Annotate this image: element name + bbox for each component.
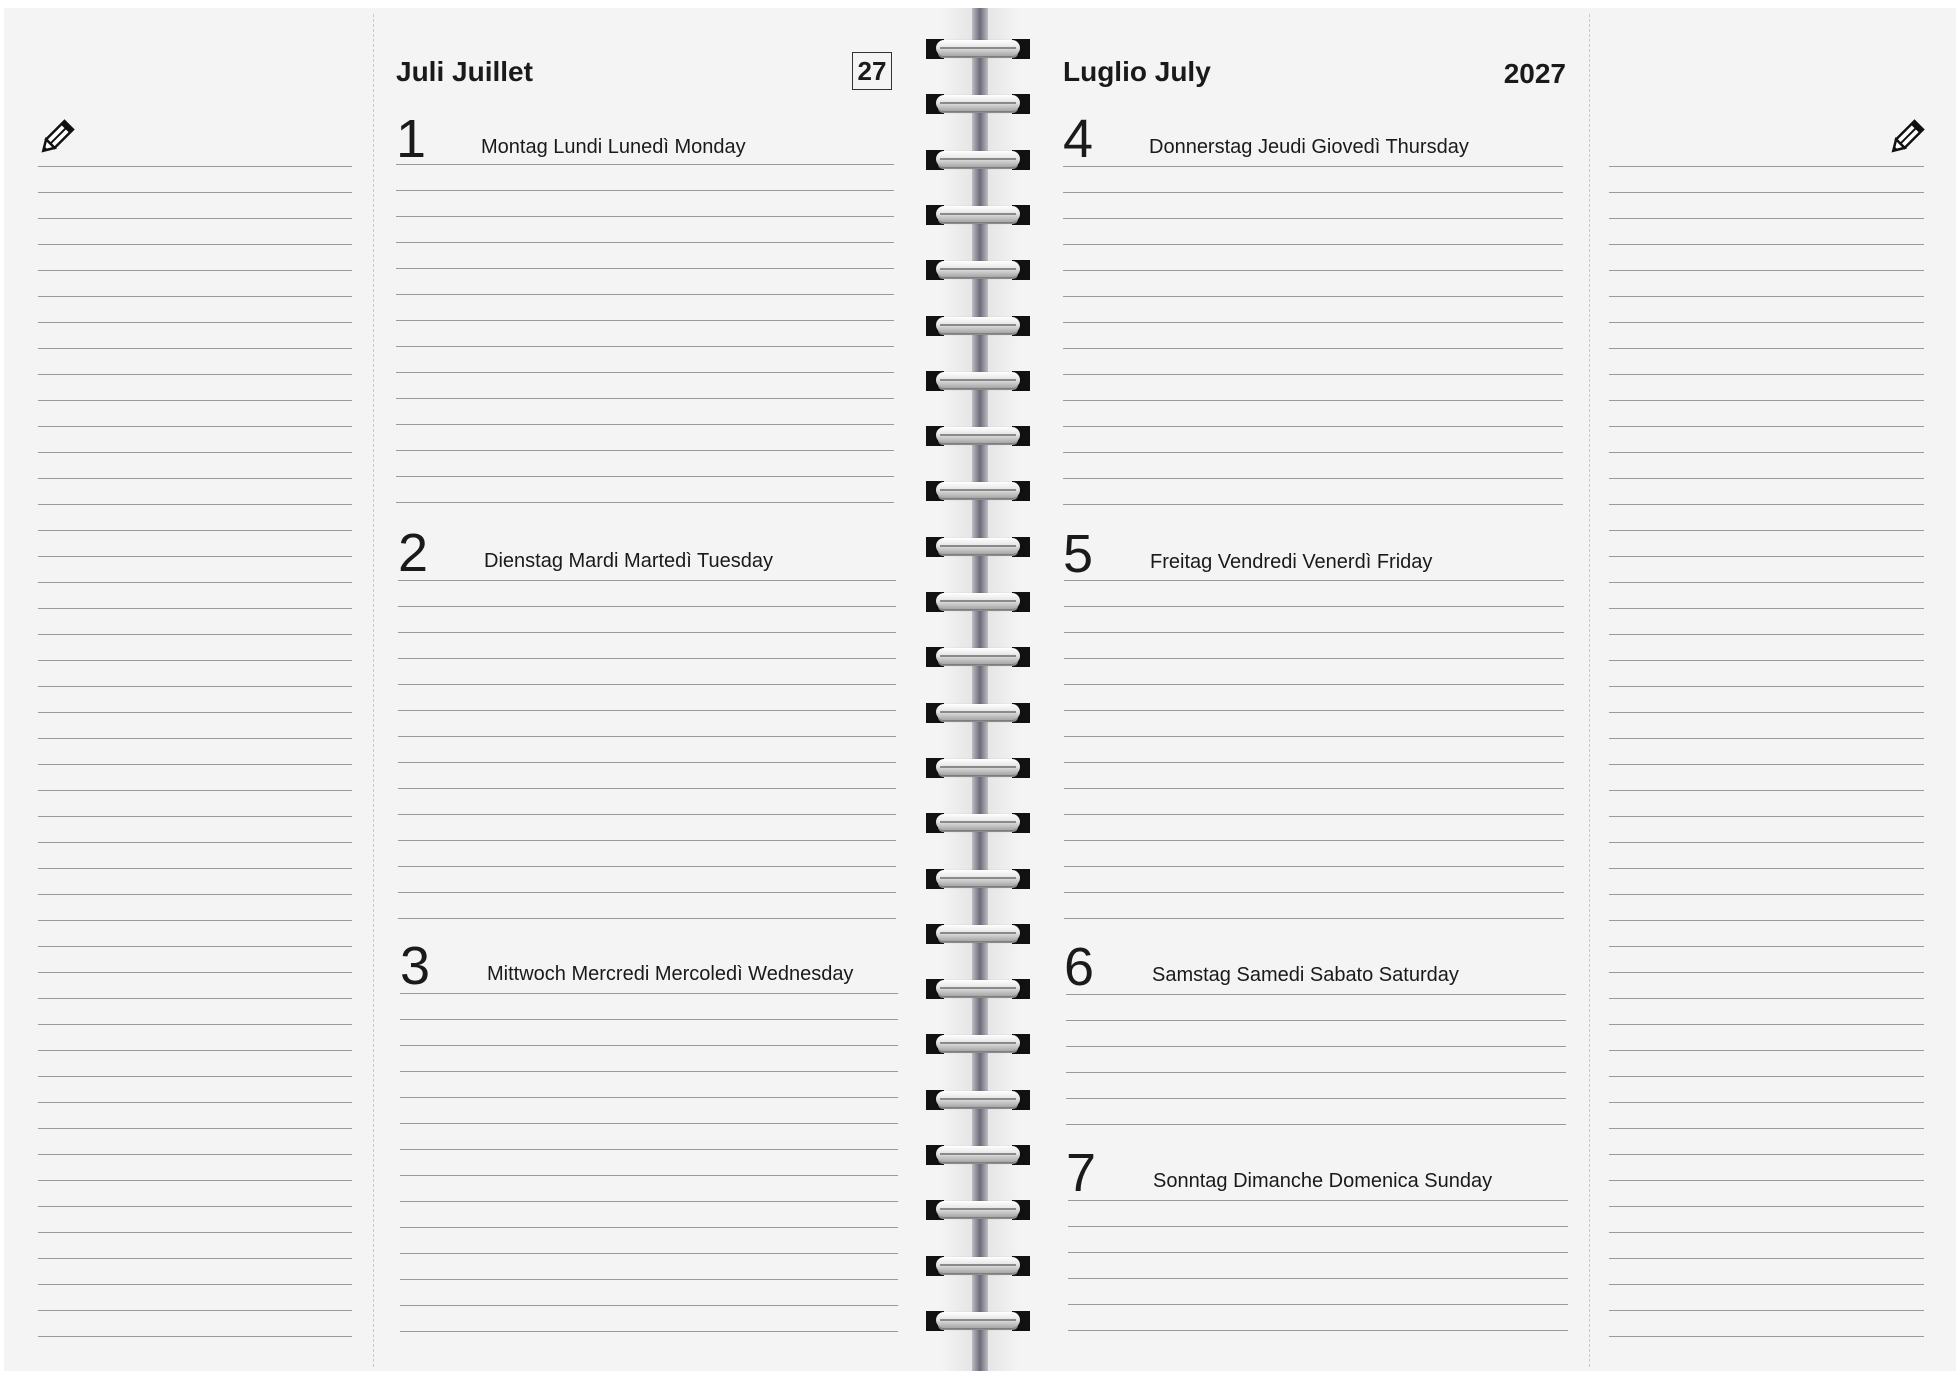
- spiral-coil: [926, 921, 1030, 947]
- spiral-coil: [926, 534, 1030, 560]
- note-line: [38, 1206, 352, 1207]
- note-line: [38, 400, 352, 401]
- day-line: [1063, 426, 1563, 427]
- spiral-coil: [926, 1197, 1030, 1223]
- day-line: [1063, 452, 1563, 453]
- note-line: [38, 192, 352, 193]
- day-line: [398, 606, 896, 607]
- week-number-badge: 27: [852, 52, 892, 90]
- spiral-coil: [926, 976, 1030, 1002]
- note-line: [38, 556, 352, 557]
- note-line: [1609, 1076, 1924, 1077]
- note-line: [38, 712, 352, 713]
- note-line: [38, 218, 352, 219]
- note-line: [38, 530, 352, 531]
- spiral-coil: [926, 755, 1030, 781]
- note-line: [38, 478, 352, 479]
- day-line: [400, 1149, 898, 1150]
- day-line: [400, 1045, 898, 1046]
- day-line: [396, 398, 894, 399]
- note-line: [1609, 374, 1924, 375]
- note-line: [1609, 634, 1924, 635]
- day-line: [1068, 1278, 1568, 1279]
- day-line: [1064, 736, 1564, 737]
- note-line: [1609, 1128, 1924, 1129]
- spiral-coil: [926, 147, 1030, 173]
- note-line: [1609, 816, 1924, 817]
- day-number: 3: [400, 936, 431, 996]
- note-line: [38, 296, 352, 297]
- note-line: [38, 1310, 352, 1311]
- note-line: [1609, 686, 1924, 687]
- day-line: [1063, 348, 1563, 349]
- spiral-coil: [926, 1031, 1030, 1057]
- spiral-coil: [926, 36, 1030, 62]
- month-title-left: Juli Juillet: [396, 56, 533, 87]
- day-line: [396, 346, 894, 347]
- note-line: [1609, 400, 1924, 401]
- day-line: [398, 840, 896, 841]
- note-line: [38, 166, 352, 167]
- left-page-fold: [373, 14, 374, 1367]
- spiral-coil: [926, 313, 1030, 339]
- day-number: 6: [1064, 937, 1095, 997]
- day-line: [1063, 504, 1563, 505]
- notes-column-left[interactable]: [38, 166, 352, 1336]
- day-line: [1063, 192, 1563, 193]
- day-line: [1063, 478, 1563, 479]
- note-line: [38, 1180, 352, 1181]
- day-line: [1063, 296, 1563, 297]
- note-line: [1609, 1232, 1924, 1233]
- note-line: [38, 894, 352, 895]
- note-line: [1609, 790, 1924, 791]
- day-line: [1064, 606, 1564, 607]
- note-line: [1609, 504, 1924, 505]
- day-line: [398, 918, 896, 919]
- note-line: [1609, 660, 1924, 661]
- day-line: [396, 450, 894, 451]
- day-line: [400, 1305, 898, 1306]
- day-line: [398, 866, 896, 867]
- note-line: [1609, 270, 1924, 271]
- day-line: [1063, 400, 1563, 401]
- note-line: [38, 634, 352, 635]
- note-line: [1609, 1180, 1924, 1181]
- day-line: [1064, 684, 1564, 685]
- note-line: [1609, 322, 1924, 323]
- note-line: [38, 374, 352, 375]
- note-line: [38, 660, 352, 661]
- note-line: [1609, 1154, 1924, 1155]
- day-number: 1: [396, 109, 427, 169]
- note-line: [1609, 1102, 1924, 1103]
- note-line: [1609, 1336, 1924, 1337]
- note-line: [1609, 1206, 1924, 1207]
- note-line: [1609, 608, 1924, 609]
- day-number: 7: [1066, 1143, 1097, 1203]
- note-line: [1609, 192, 1924, 193]
- note-line: [1609, 946, 1924, 947]
- day-line: [398, 788, 896, 789]
- day-number: 5: [1063, 524, 1094, 584]
- day-line: [1063, 166, 1563, 167]
- note-line: [38, 1284, 352, 1285]
- note-line: [38, 244, 352, 245]
- note-line: [1609, 972, 1924, 973]
- day-name: Donnerstag Jeudi Giovedì Thursday: [1149, 136, 1469, 158]
- day-line: [1064, 762, 1564, 763]
- day-line: [400, 1331, 898, 1332]
- note-line: [1609, 1024, 1924, 1025]
- day-line: [400, 1279, 898, 1280]
- day-name: Mittwoch Mercredi Mercoledì Wednesday: [487, 963, 854, 985]
- day-line: [398, 632, 896, 633]
- day-number: 4: [1063, 109, 1094, 169]
- day-line: [396, 372, 894, 373]
- note-line: [1609, 166, 1924, 167]
- day-line: [1063, 244, 1563, 245]
- day-name: Samstag Samedi Sabato Saturday: [1152, 964, 1459, 986]
- day-line: [398, 814, 896, 815]
- day-line: [400, 1201, 898, 1202]
- spiral-coil: [926, 368, 1030, 394]
- day-line: [396, 320, 894, 321]
- note-line: [38, 1128, 352, 1129]
- day-line: [396, 216, 894, 217]
- notes-column-right[interactable]: [1609, 166, 1924, 1336]
- day-line: [1064, 788, 1564, 789]
- note-line: [38, 998, 352, 999]
- day-line: [1064, 632, 1564, 633]
- spiral-coil: [926, 644, 1030, 670]
- day-line: [1068, 1252, 1568, 1253]
- day-line: [1066, 1124, 1566, 1125]
- note-line: [1609, 1310, 1924, 1311]
- note-line: [38, 452, 352, 453]
- note-line: [38, 920, 352, 921]
- note-line: [38, 582, 352, 583]
- day-line: [1064, 866, 1564, 867]
- note-line: [38, 348, 352, 349]
- spiral-coil: [926, 1087, 1030, 1113]
- spiral-coil: [926, 1253, 1030, 1279]
- day-line: [398, 580, 896, 581]
- day-line: [1063, 374, 1563, 375]
- note-line: [1609, 348, 1924, 349]
- note-line: [1609, 296, 1924, 297]
- day-line: [396, 502, 894, 503]
- note-line: [1609, 998, 1924, 999]
- note-line: [1609, 920, 1924, 921]
- note-line: [38, 426, 352, 427]
- spiral-coil: [926, 810, 1030, 836]
- day-line: [1068, 1304, 1568, 1305]
- day-line: [1063, 218, 1563, 219]
- pencil-icon: [1886, 118, 1926, 158]
- day-line: [400, 1123, 898, 1124]
- note-line: [38, 790, 352, 791]
- note-line: [38, 1232, 352, 1233]
- note-line: [1609, 894, 1924, 895]
- note-line: [38, 270, 352, 271]
- note-line: [38, 504, 352, 505]
- note-line: [1609, 218, 1924, 219]
- note-line: [38, 738, 352, 739]
- note-line: [38, 1336, 352, 1337]
- note-line: [1609, 712, 1924, 713]
- day-line: [396, 164, 894, 165]
- day-line: [1064, 658, 1564, 659]
- day-name: Sonntag Dimanche Domenica Sunday: [1153, 1170, 1493, 1192]
- spiral-coil: [926, 423, 1030, 449]
- note-line: [1609, 244, 1924, 245]
- day-line: [1063, 322, 1563, 323]
- day-line: [1068, 1226, 1568, 1227]
- day-name: Dienstag Mardi Martedì Tuesday: [484, 550, 774, 572]
- day-line: [396, 424, 894, 425]
- day-line: [1064, 814, 1564, 815]
- note-line: [38, 686, 352, 687]
- day-line: [1064, 840, 1564, 841]
- note-line: [1609, 1258, 1924, 1259]
- day-name: Freitag Vendredi Venerdì Friday: [1150, 551, 1433, 573]
- day-line: [1063, 270, 1563, 271]
- note-line: [1609, 530, 1924, 531]
- note-line: [1609, 738, 1924, 739]
- spiral-coil: [926, 589, 1030, 615]
- note-line: [1609, 868, 1924, 869]
- day-line: [1068, 1200, 1568, 1201]
- day-line: [398, 736, 896, 737]
- day-name: Montag Lundi Lunedì Monday: [481, 136, 746, 158]
- note-line: [38, 1076, 352, 1077]
- note-line: [38, 1258, 352, 1259]
- note-line: [38, 946, 352, 947]
- note-line: [1609, 452, 1924, 453]
- note-line: [1609, 1050, 1924, 1051]
- month-title-right: Luglio July: [1063, 56, 1211, 87]
- note-line: [1609, 842, 1924, 843]
- day-line: [396, 190, 894, 191]
- day-line: [1066, 1072, 1566, 1073]
- note-line: [1609, 426, 1924, 427]
- note-line: [1609, 1284, 1924, 1285]
- day-line: [398, 658, 896, 659]
- day-line: [398, 684, 896, 685]
- day-line: [1064, 892, 1564, 893]
- day-line: [398, 710, 896, 711]
- pencil-icon: [36, 118, 76, 158]
- day-line: [400, 1097, 898, 1098]
- day-line: [400, 993, 898, 994]
- day-line: [1066, 994, 1566, 995]
- note-line: [38, 608, 352, 609]
- note-line: [1609, 556, 1924, 557]
- day-line: [400, 1227, 898, 1228]
- day-line: [400, 1175, 898, 1176]
- day-line: [396, 268, 894, 269]
- note-line: [1609, 764, 1924, 765]
- day-line: [396, 294, 894, 295]
- note-line: [38, 322, 352, 323]
- spiral-coil: [926, 91, 1030, 117]
- day-line: [398, 892, 896, 893]
- day-line: [1066, 1046, 1566, 1047]
- note-line: [38, 1024, 352, 1025]
- spiral-coil: [926, 700, 1030, 726]
- note-line: [38, 1154, 352, 1155]
- day-line: [400, 1019, 898, 1020]
- day-line: [398, 762, 896, 763]
- day-line: [1064, 710, 1564, 711]
- day-line: [1066, 1098, 1566, 1099]
- day-line: [400, 1253, 898, 1254]
- note-line: [38, 764, 352, 765]
- note-line: [1609, 478, 1924, 479]
- note-line: [1609, 582, 1924, 583]
- note-line: [38, 868, 352, 869]
- spiral-coil: [926, 1308, 1030, 1334]
- day-line: [1064, 918, 1564, 919]
- right-page-fold: [1589, 14, 1590, 1367]
- spiral-coil: [926, 866, 1030, 892]
- spiral-coil: [926, 202, 1030, 228]
- day-line: [1064, 580, 1564, 581]
- day-line: [1066, 1020, 1566, 1021]
- note-line: [38, 842, 352, 843]
- spiral-coil: [926, 478, 1030, 504]
- note-line: [38, 1050, 352, 1051]
- note-line: [38, 972, 352, 973]
- day-number: 2: [398, 523, 429, 583]
- day-line: [1068, 1330, 1568, 1331]
- note-line: [38, 816, 352, 817]
- day-line: [400, 1071, 898, 1072]
- note-line: [38, 1102, 352, 1103]
- spiral-coil: [926, 1142, 1030, 1168]
- spiral-coil: [926, 257, 1030, 283]
- year-label: 2027: [1503, 58, 1566, 89]
- day-line: [396, 242, 894, 243]
- day-line: [396, 476, 894, 477]
